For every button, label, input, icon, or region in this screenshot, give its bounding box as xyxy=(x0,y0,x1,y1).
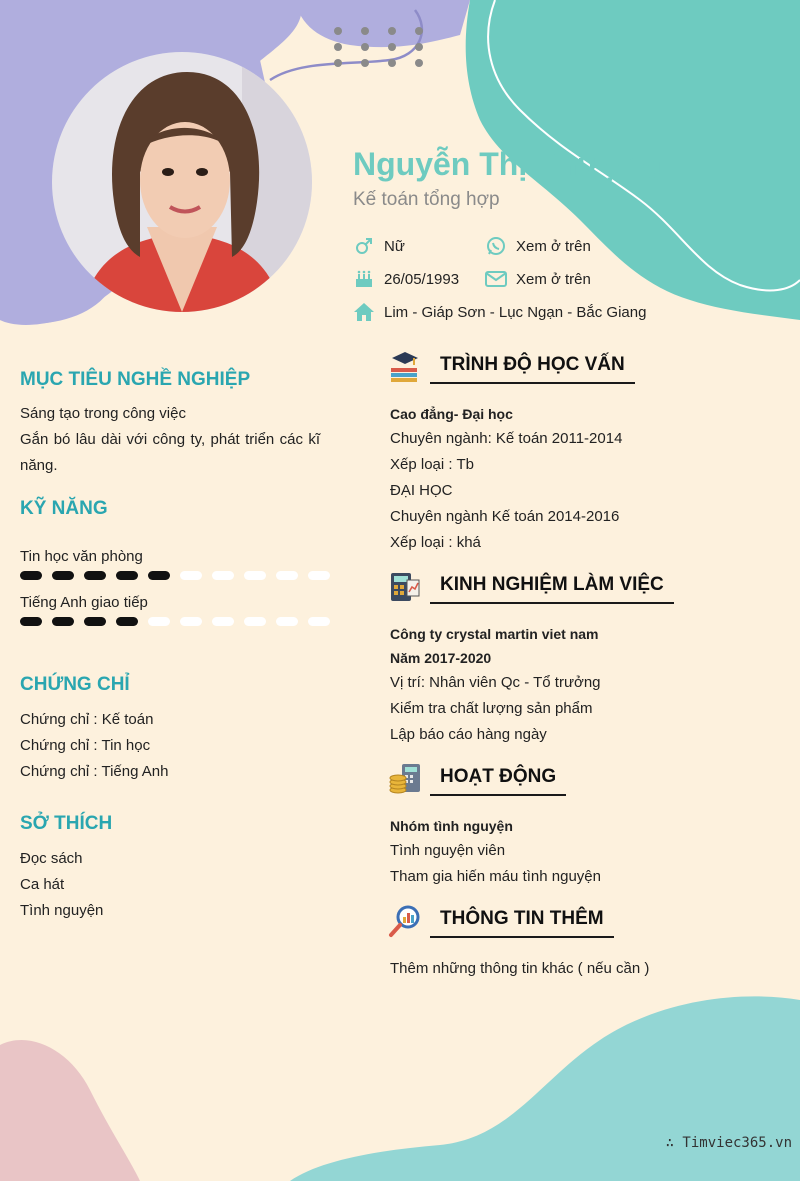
certificates-heading: CHỨNG CHỈ xyxy=(20,674,130,695)
skill-name-2: Tiếng Anh giao tiếp xyxy=(20,594,148,611)
profile-photo xyxy=(52,52,312,312)
skill-level-dash xyxy=(148,617,170,626)
experience-company: Công ty crystal martin viet nam xyxy=(390,626,599,642)
birthday-cake-icon xyxy=(353,268,375,290)
skill-level-dash xyxy=(52,617,74,626)
activities-heading: HOẠT ĐỘNG xyxy=(430,766,566,796)
experience-line: Vị trí: Nhân viên Qc - Tổ trưởng xyxy=(390,674,601,691)
skill-level-dash xyxy=(308,571,330,580)
watermark: ∴ Timviec365.vn xyxy=(665,1135,792,1151)
skill-level-dash xyxy=(180,571,202,580)
skill-level-dash xyxy=(84,617,106,626)
skill-level-dash xyxy=(212,571,234,580)
experience-line: Kiểm tra chất lượng sản phẩm xyxy=(390,700,593,717)
skill-level-dash xyxy=(52,571,74,580)
experience-heading: KINH NGHIỆM LÀM VIỆC xyxy=(430,574,674,604)
hobby-item: Ca hát xyxy=(20,876,65,893)
gender-row xyxy=(353,235,405,257)
education-school: Cao đẳng- Đại học xyxy=(390,406,513,422)
activities-section-header xyxy=(388,762,566,796)
email-row xyxy=(485,268,591,290)
objective-line-2: Gắn bó lâu dài với công ty, phát triển các kĩ năng. xyxy=(20,431,320,474)
certificate-item: Chứng chỉ : Kế toán xyxy=(20,711,154,728)
skill-name-1: Tin học văn phòng xyxy=(20,548,143,565)
activities-group: Nhóm tình nguyện xyxy=(390,818,513,834)
skill-level-dash xyxy=(180,617,202,626)
calculator-chart-icon xyxy=(388,570,422,604)
skill-level-dash xyxy=(20,571,42,580)
email-value: Xem ở trên xyxy=(516,270,591,288)
hobby-item: Đọc sách xyxy=(20,850,83,867)
graduation-books-icon xyxy=(388,350,422,384)
skills-heading: KỸ NĂNG xyxy=(20,498,108,519)
skill-level-dash xyxy=(20,617,42,626)
job-title: Kế toán tổng hợp xyxy=(353,189,500,210)
candidate-name: Nguyễn Thị Phượng xyxy=(353,146,663,182)
extra-heading: THÔNG TIN THÊM xyxy=(430,908,614,938)
skill-level-dash xyxy=(276,571,298,580)
home-icon xyxy=(353,301,375,323)
hobby-item: Tình nguyện xyxy=(20,902,104,919)
education-line: Xếp loại : khá xyxy=(390,534,481,551)
experience-line: Lập báo cáo hàng ngày xyxy=(390,726,547,743)
address-value: Lim - Giáp Sơn - Lục Ngạn - Bắc Giang xyxy=(384,303,647,321)
skill-level-dash xyxy=(148,571,170,580)
extra-line: Thêm những thông tin khác ( nếu cần ) xyxy=(390,960,650,977)
skill-level-dash xyxy=(276,617,298,626)
education-line: Xếp loại : Tb xyxy=(390,456,474,473)
whatsapp-icon xyxy=(485,235,507,257)
skill-level-dash xyxy=(308,617,330,626)
experience-period: Năm 2017-2020 xyxy=(390,650,492,666)
skill-bar-2 xyxy=(20,617,330,626)
education-section-header xyxy=(388,350,635,384)
envelope-icon xyxy=(485,268,507,290)
skill-bar-1 xyxy=(20,571,330,580)
experience-section-header xyxy=(388,570,674,604)
activities-line: Tình nguyện viên xyxy=(390,842,506,859)
education-line: Chuyên ngành Kế toán 2014-2016 xyxy=(390,508,620,525)
phone-value: Xem ở trên xyxy=(516,237,591,255)
certificate-item: Chứng chỉ : Tiếng Anh xyxy=(20,763,169,780)
gender-value: Nữ xyxy=(384,237,405,255)
address-row xyxy=(353,301,646,323)
objective-heading: MỤC TIÊU NGHỀ NGHIỆP xyxy=(20,369,251,390)
phone-row xyxy=(485,235,591,257)
skill-level-dash xyxy=(116,571,138,580)
education-line: Chuyên ngành: Kế toán 2011-2014 xyxy=(390,430,623,447)
hobbies-heading: SỞ THÍCH xyxy=(20,813,113,834)
skill-level-dash xyxy=(84,571,106,580)
objective-line-1: Sáng tạo trong công việc xyxy=(20,405,186,422)
extra-section-header xyxy=(388,904,614,938)
coins-calculator-icon xyxy=(388,762,422,796)
activities-line: Tham gia hiến máu tình nguyện xyxy=(390,868,601,885)
education-line: ĐẠI HỌC xyxy=(390,482,453,499)
skill-level-dash xyxy=(244,617,266,626)
birthday-value: 26/05/1993 xyxy=(384,270,460,288)
education-heading: TRÌNH ĐỘ HỌC VẤN xyxy=(430,354,635,384)
gender-icon xyxy=(353,235,375,257)
certificate-item: Chứng chỉ : Tin học xyxy=(20,737,151,754)
skill-level-dash xyxy=(212,617,234,626)
skill-level-dash xyxy=(244,571,266,580)
skill-level-dash xyxy=(116,617,138,626)
birthday-row xyxy=(353,268,459,290)
magnifier-chart-icon xyxy=(388,904,422,938)
